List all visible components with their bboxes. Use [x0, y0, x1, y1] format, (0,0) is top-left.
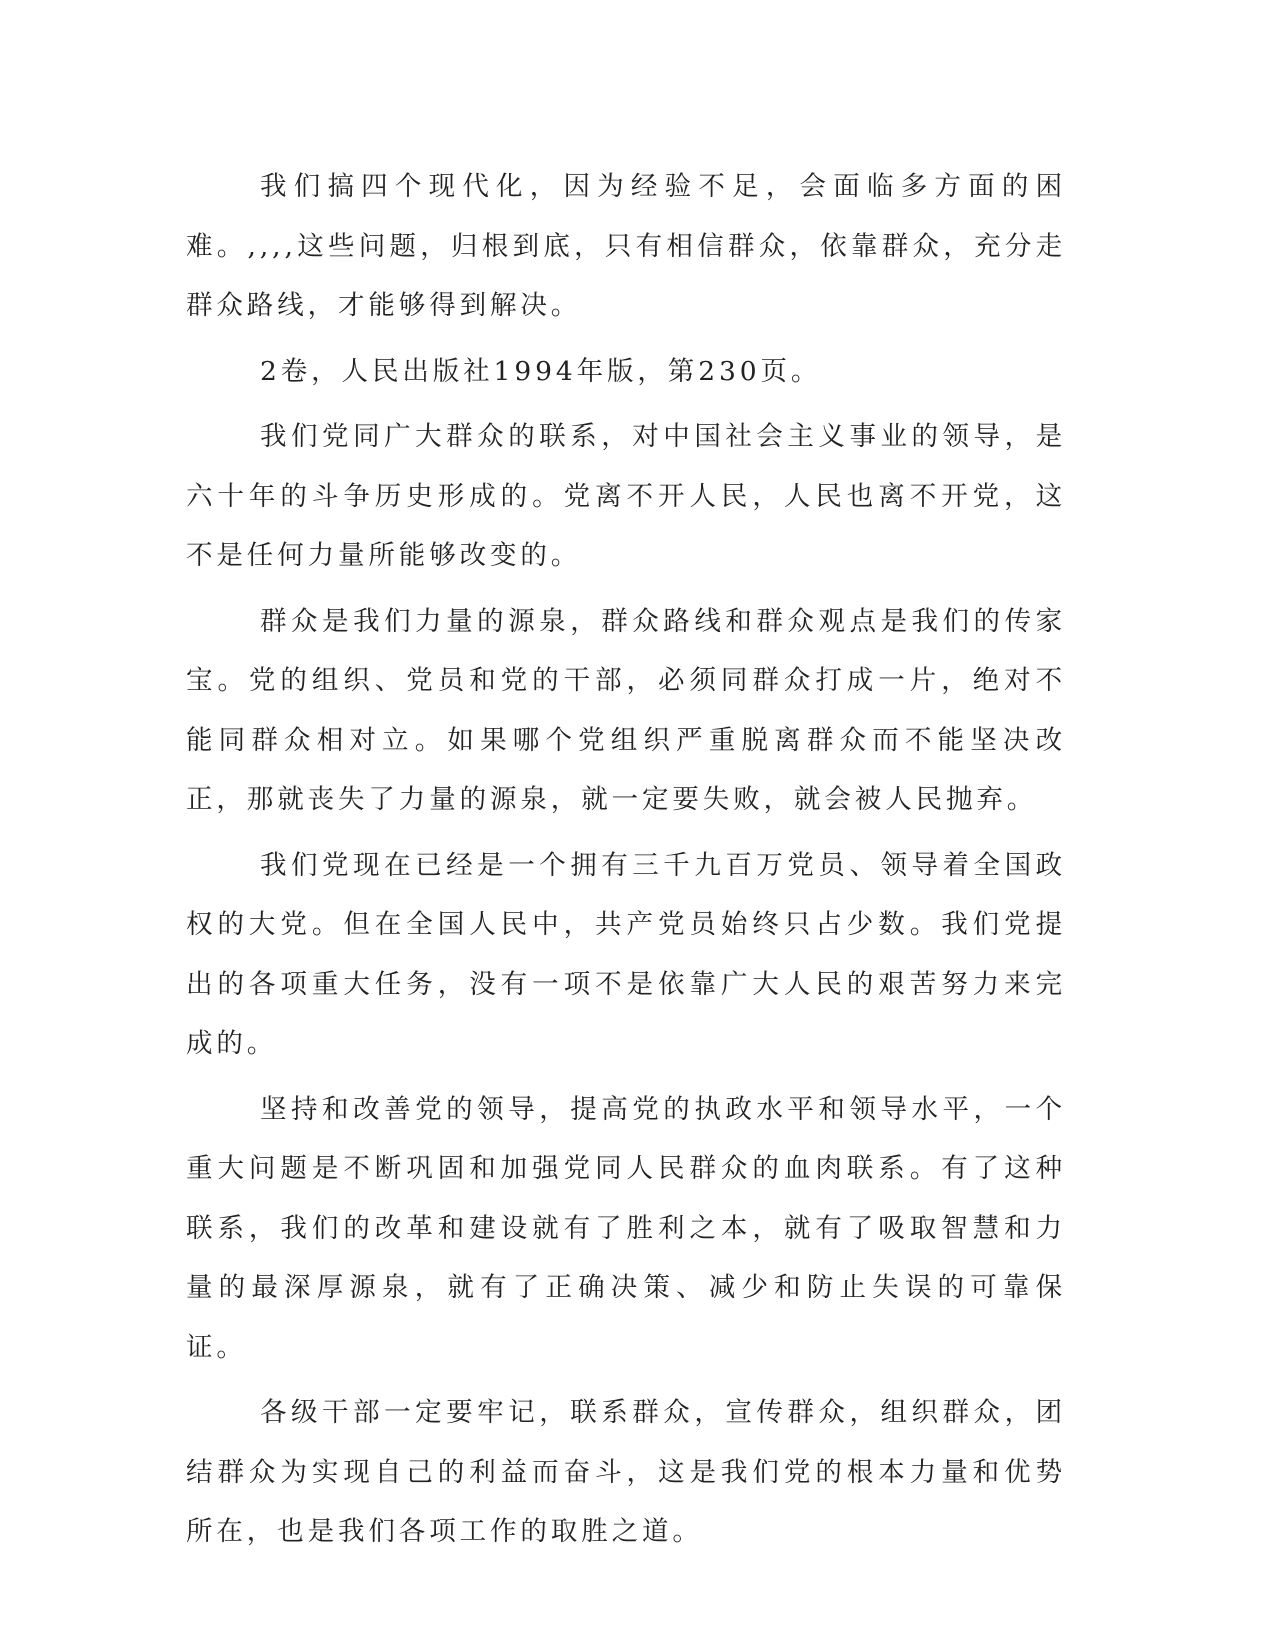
paragraph-modernization: 我们搞四个现代化，因为经验不足，会面临多方面的困难。,,,,这些问题，归根到底，只有相信群众，依靠群众，充分走群众路线，才能够得到解决。: [186, 171, 1066, 321]
paragraph-cadres: 各级干部一定要牢记，联系群众，宣传群众，组织群众，团结群众为实现自己的利益而奋斗，这是我们党的根本力量和优势所在，也是我们各项工作的取胜之道。: [186, 1397, 1066, 1547]
body-text: [186, 157, 1066, 1568]
paragraph-source-of-strength: 群众是我们力量的源泉，群众路线和群众观点是我们的传家宝。党的组织、党员和党的干部，必须同群众打成一片，绝对不能同群众相对立。如果哪个党组织严重脱离群众而不能坚决改正，那就丧失了力量的源泉，就一定要失败，就会被人民抛弃。: [186, 605, 1066, 815]
paragraph-leadership: 坚持和改善党的领导，提高党的执政水平和领导水平，一个重大问题是不断巩固和加强党同人民群众的血肉联系。有了这种联系，我们的改革和建设就有了胜利之本，就有了吸取智慧和力量的最深厚源泉，就有了正确决策、减少和防止失误的可靠保证。: [186, 1093, 1066, 1363]
paragraph-big-party: 我们党现在已经是一个拥有三千九百万党员、领导着全国政权的大党。但在全国人民中，共产党员始终只占少数。我们党提出的各项重大任务，没有一项不是依靠广大人民的艰苦努力来完成的。: [186, 849, 1066, 1059]
paragraph-party-masses-link: 我们党同广大群众的联系，对中国社会主义事业的领导，是六十年的斗争历史形成的。党离不开人民，人民也离不开党，这不是任何力量所能够改变的。: [186, 421, 1066, 571]
paragraph-citation: 2卷，人民出版社1994年版，第230页。: [260, 355, 822, 387]
